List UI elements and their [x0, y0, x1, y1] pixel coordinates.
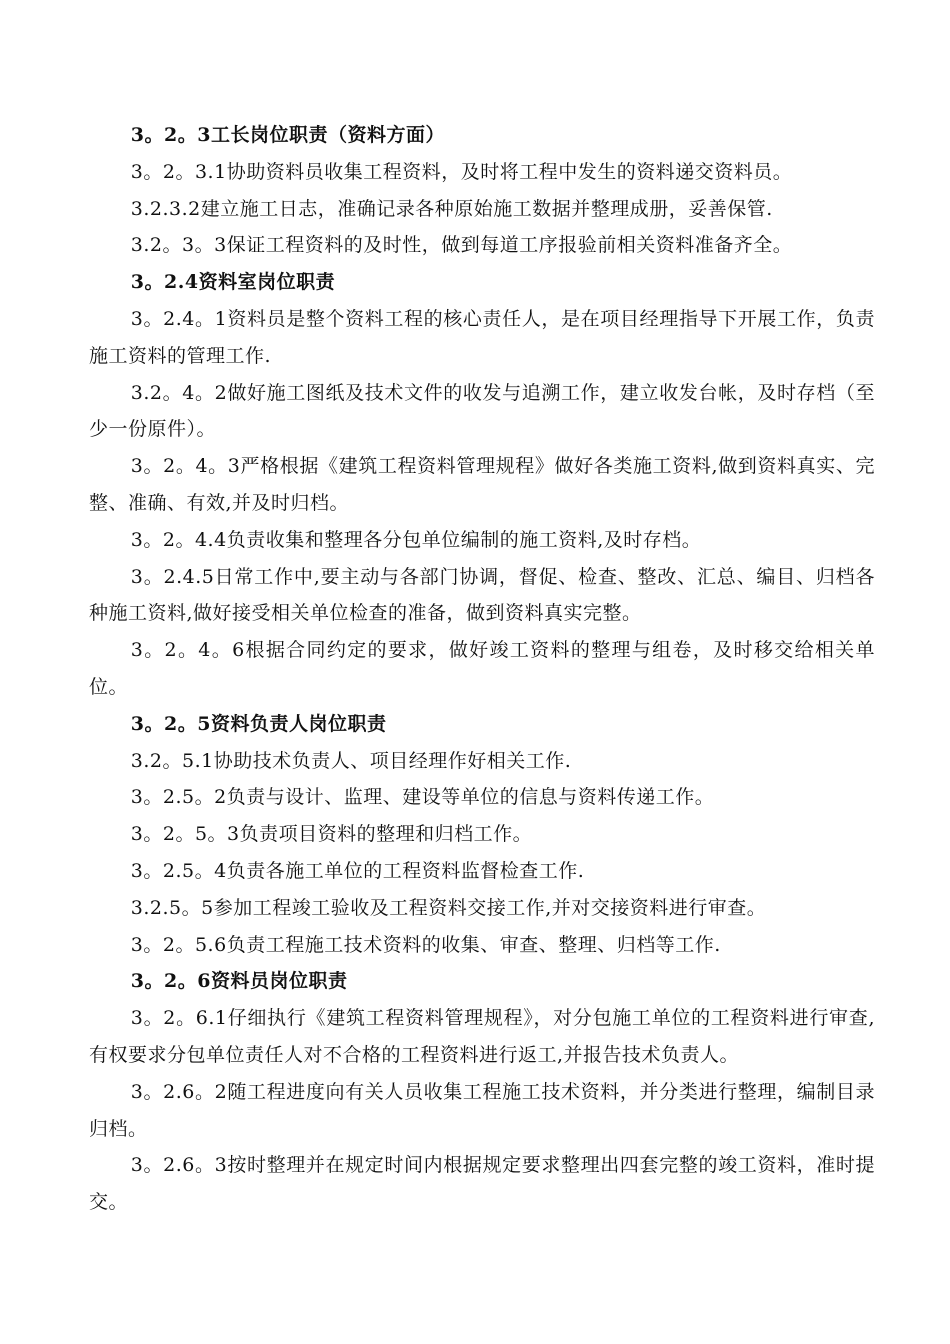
document-body: [89, 117, 875, 1221]
paragraph-3-2-5-4: 3。2.5。4负责各施工单位的工程资料监督检查工作.: [130, 859, 585, 882]
paragraph-3-2-4-1: 3。2.4。1资料员是整个资料工程的核心责任人，是在项目经理指导下开展工作，负责施工资料的管理工作.: [89, 307, 875, 367]
section-heading-3-2-4: 3。2.4资料室岗位职责: [130, 271, 336, 294]
paragraph-3-2-5-3: 3。2。5。3负责项目资料的整理和归档工作。: [130, 823, 533, 846]
paragraph-3-2-5-1: 3.2。5.1协助技术负责人、项目经理作好相关工作.: [130, 749, 572, 772]
paragraph-3-2-3-1: 3。2。3.1协助资料员收集工程资料，及时将工程中发生的资料递交资料员。: [130, 160, 793, 183]
paragraph-3-2-6-2: 3。2.6。2随工程进度向有关人员收集工程施工技术资料，并分类进行整理，编制目录归档。: [89, 1080, 875, 1140]
paragraph-3-2-3-2: 3.2.3.2建立施工日志，准确记录各种原始施工数据并整理成册，妥善保管.: [130, 197, 773, 220]
paragraph-3-2-4-4: 3。2。4.4负责收集和整理各分包单位编制的施工资料,及时存档。: [130, 528, 702, 551]
paragraph-3-2-4-2: 3.2。4。2做好施工图纸及技术文件的收发与追溯工作，建立收发台帐，及时存档（至少一份原件）。: [89, 381, 875, 441]
paragraph-3-2-6-1: 3。2。6.1仔细执行《建筑工程资料管理规程》，对分包施工单位的工程资料进行审查,有权要求分包单位责任人对不合格的工程资料进行返工,并报告技术负责人。: [89, 1007, 875, 1066]
section-heading-3-2-3: 3。2。3工长岗位职责（资料方面）: [130, 124, 445, 146]
section-heading-3-2-6: 3。2。6资料员岗位职责: [130, 970, 348, 993]
paragraph-3-2-5-6: 3。2。5.6负责工程施工技术资料的收集、审查、整理、归档等工作.: [130, 933, 721, 956]
paragraph-3-2-5-5: 3.2.5。5参加工程竣工验收及工程资料交接工作,并对交接资料进行审查。: [130, 896, 767, 919]
paragraph-3-2-4-3: 3。2。4。3严格根据《建筑工程资料管理规程》做好各类施工资料,做到资料真实、完整、准确、有效,并及时归档。: [89, 455, 875, 514]
paragraph-3-2-4-6: 3。2。4。6根据合同约定的要求，做好竣工资料的整理与组卷，及时移交给相关单位。: [89, 639, 875, 698]
paragraph-3-2-5-2: 3。2.5。2负责与设计、监理、建设等单位的信息与资料传递工作。: [130, 786, 715, 809]
section-heading-3-2-5: 3。2。5资料负责人岗位职责: [130, 712, 387, 735]
paragraph-3-2-6-3: 3。2.6。3按时整理并在规定时间内根据规定要求整理出四套完整的竣工资料，准时提交。: [89, 1154, 875, 1214]
paragraph-3-2-4-5: 3。2.4.5日常工作中,要主动与各部门协调，督促、检查、整改、汇总、编目、归档各种施工资料,做好接受相关单位检查的准备，做到资料真实完整。: [89, 565, 875, 625]
paragraph-3-2-3-3: 3.2。3。3保证工程资料的及时性，做到每道工序报验前相关资料准备齐全。: [130, 234, 793, 257]
